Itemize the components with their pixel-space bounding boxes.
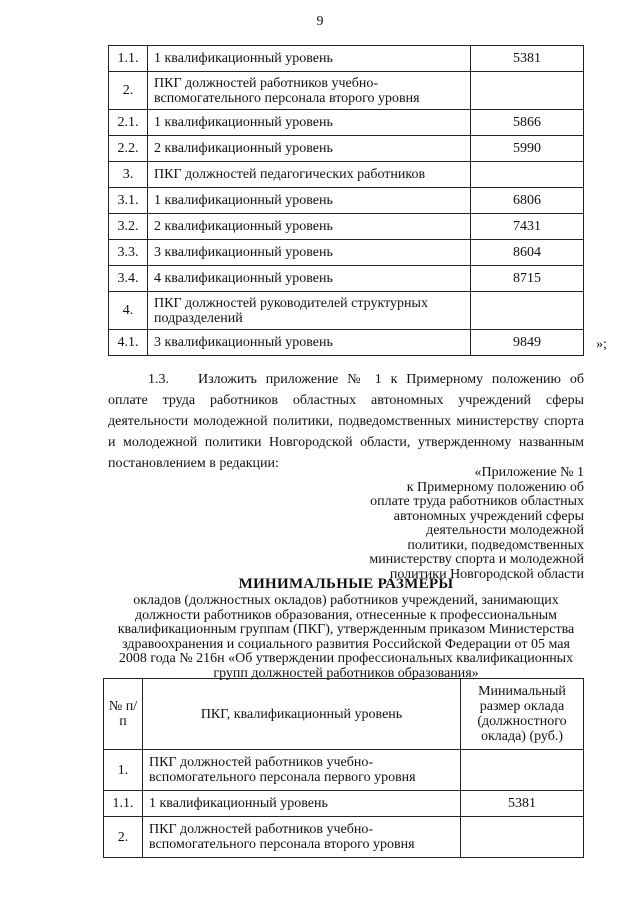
row-name: 1 квалификационный уровень bbox=[148, 188, 471, 214]
row-name: 1 квалификационный уровень bbox=[148, 110, 471, 136]
header-number: № п/п bbox=[104, 679, 143, 750]
row-value bbox=[471, 72, 584, 110]
table-row bbox=[109, 46, 584, 72]
salary-table-continued bbox=[108, 45, 584, 356]
row-value: 5866 bbox=[471, 110, 584, 136]
row-name: 1 квалификационный уровень bbox=[148, 46, 471, 72]
appendix-line: политики Новгородской области bbox=[389, 566, 584, 582]
table-row bbox=[109, 330, 584, 356]
row-value: 8715 bbox=[471, 266, 584, 292]
row-number: 2.2. bbox=[109, 136, 148, 162]
row-name: 2 квалификационный уровень bbox=[148, 214, 471, 240]
table-row bbox=[109, 110, 584, 136]
row-value: 9849 bbox=[471, 330, 584, 356]
appendix-line: к Примерному положению об bbox=[406, 479, 584, 495]
table-row bbox=[109, 240, 584, 266]
row-number: 3. bbox=[109, 162, 148, 188]
row-number: 3.4. bbox=[109, 266, 148, 292]
header-name: ПКГ, квалификационный уровень bbox=[143, 679, 461, 750]
row-value: 5381 bbox=[471, 46, 584, 72]
table-row bbox=[104, 791, 584, 817]
table-row bbox=[109, 214, 584, 240]
row-number: 2. bbox=[109, 72, 148, 110]
table-row bbox=[109, 266, 584, 292]
table-row bbox=[104, 817, 584, 858]
row-name: ПКГ должностей работников учебно-вспомогательного персонала первого уровня bbox=[143, 750, 461, 791]
row-name: 3 квалификационный уровень bbox=[148, 240, 471, 266]
row-number: 3.1. bbox=[109, 188, 148, 214]
row-value: 5990 bbox=[471, 136, 584, 162]
row-number: 3.3. bbox=[109, 240, 148, 266]
appendix-line: политики, подведомственных bbox=[407, 537, 584, 553]
table-row bbox=[109, 72, 584, 110]
row-number: 2. bbox=[104, 817, 143, 858]
minimum-salary-table bbox=[103, 678, 584, 858]
row-name: 2 квалификационный уровень bbox=[148, 136, 471, 162]
row-value bbox=[471, 162, 584, 188]
paragraph-number: 1.3. bbox=[148, 372, 169, 387]
row-name: 3 квалификационный уровень bbox=[148, 330, 471, 356]
row-value: 7431 bbox=[471, 214, 584, 240]
table-header-row bbox=[104, 679, 584, 750]
row-name: ПКГ должностей педагогических работников bbox=[148, 162, 471, 188]
row-value bbox=[461, 817, 584, 858]
row-name: ПКГ должностей работников учебно-вспомогательного персонала второго уровня bbox=[148, 72, 471, 110]
appendix-line: «Приложение № 1 bbox=[474, 465, 584, 480]
paragraph-text: Изложить приложение № 1 к Примерному положению об оплате труда работников областных автономных учреждений сферы деятельности молодежной политики, подведомственных министерству спорта и молодежной политики Новгородской области, утвержденному названным постановлением в редакции: bbox=[108, 372, 584, 471]
table-row bbox=[109, 188, 584, 214]
row-value bbox=[461, 750, 584, 791]
appendix-line: автономных учреждений сферы bbox=[393, 508, 584, 524]
row-value bbox=[471, 292, 584, 330]
row-value: 6806 bbox=[471, 188, 584, 214]
page-number: 9 bbox=[316, 14, 324, 29]
row-number: 1. bbox=[104, 750, 143, 791]
table-row bbox=[104, 750, 584, 791]
table-row bbox=[109, 136, 584, 162]
closing-quote-mark: »; bbox=[596, 337, 607, 352]
row-number: 4. bbox=[109, 292, 148, 330]
row-number: 1.1. bbox=[109, 46, 148, 72]
header-value: Минимальный размер оклада (должностного оклада) (руб.) bbox=[461, 679, 584, 750]
document-subtitle: окладов (должностных окладов) работников учреждений, занимающих должности работников образования, отнесенные к профессиональным квалификационным группам (ПКГ), утвержденным приказом Министерства здравоохранения и социального развития Российской Федерации от 05 мая 2008 года № 216н «Об утверждении профессиональных квалификационных групп должностей работников образования» bbox=[117, 593, 575, 681]
amendment-paragraph bbox=[108, 369, 584, 474]
row-number: 1.1. bbox=[104, 791, 143, 817]
row-number: 3.2. bbox=[109, 214, 148, 240]
row-number: 4.1. bbox=[109, 330, 148, 356]
appendix-line: оплате труда работников областных bbox=[370, 494, 584, 509]
appendix-heading bbox=[330, 466, 584, 582]
row-name: 4 квалификационный уровень bbox=[148, 266, 471, 292]
row-name: 1 квалификационный уровень bbox=[143, 791, 461, 817]
row-value: 5381 bbox=[461, 791, 584, 817]
row-value: 8604 bbox=[471, 240, 584, 266]
appendix-line: министерству спорта и молодежной bbox=[369, 552, 584, 567]
table-row bbox=[109, 162, 584, 188]
table-row bbox=[109, 292, 584, 330]
appendix-line: деятельности молодежной bbox=[426, 523, 584, 538]
row-name: ПКГ должностей руководителей структурных подразделений bbox=[148, 292, 471, 330]
row-name: ПКГ должностей работников учебно-вспомогательного персонала второго уровня bbox=[143, 817, 461, 858]
row-number: 2.1. bbox=[109, 110, 148, 136]
document-title: МИНИМАЛЬНЫЕ РАЗМЕРЫ bbox=[238, 576, 454, 592]
